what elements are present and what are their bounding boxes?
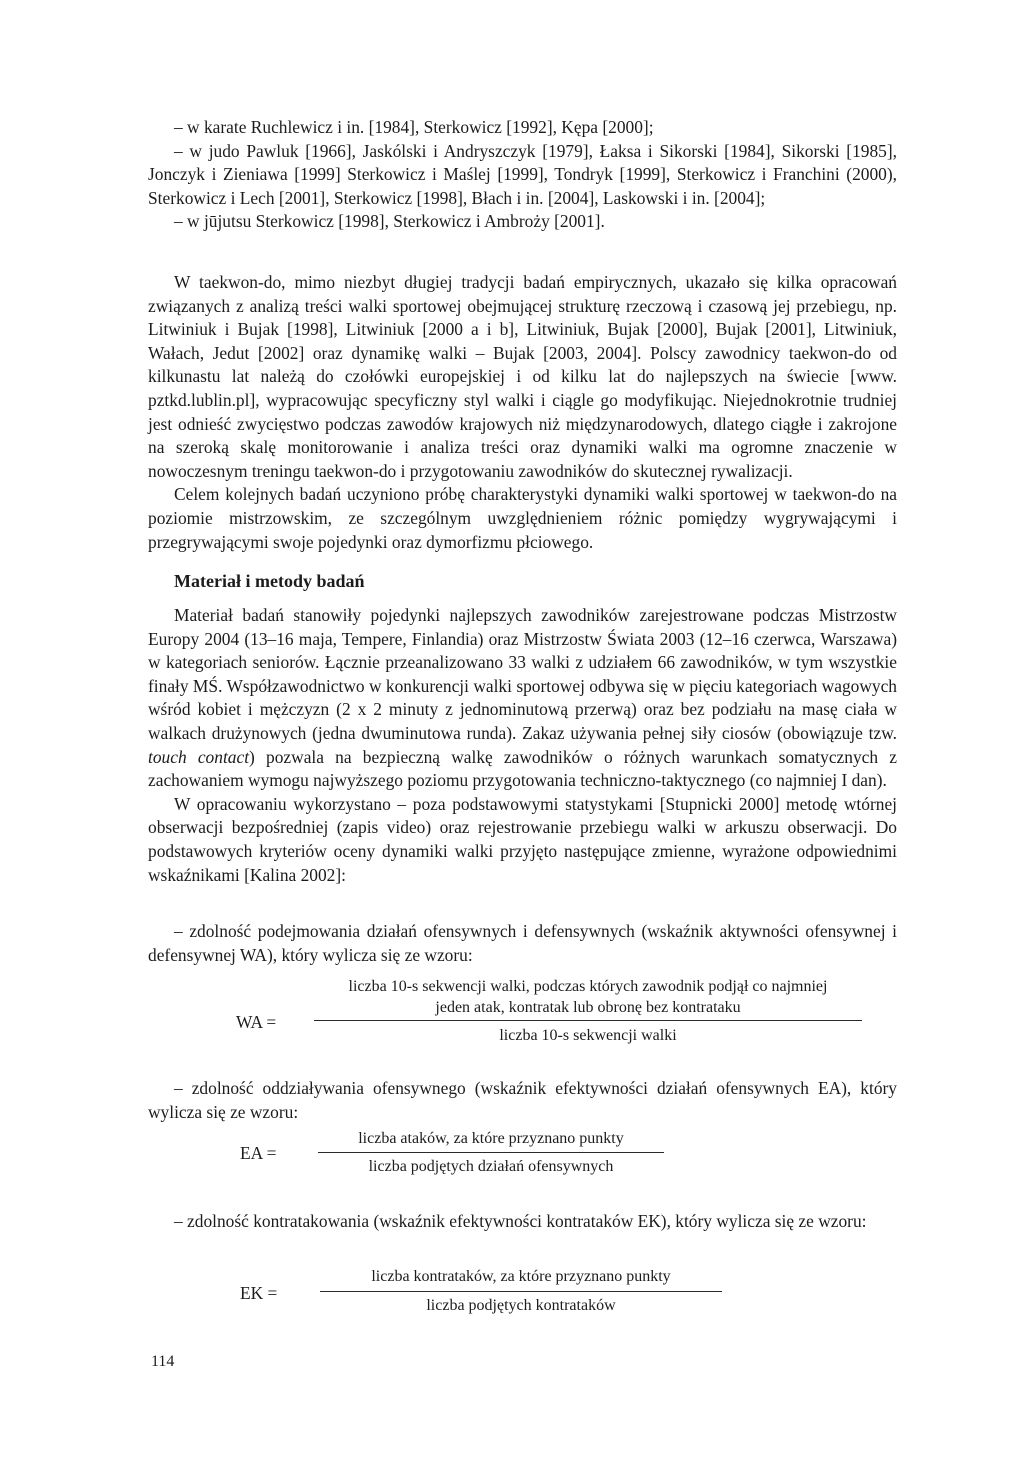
ek-numerator: liczba kontrataków, za które przyznano punkty xyxy=(371,1268,671,1285)
wa-numerator-line-2: jeden atak, kontratak lub obronę bez kontrataku xyxy=(435,999,741,1016)
methods-section xyxy=(148,604,897,887)
ea-label: EA = xyxy=(240,1143,277,1163)
wa-fraction-bar xyxy=(314,1020,862,1021)
ek-fraction-bar xyxy=(320,1291,722,1292)
ea-fraction-bar xyxy=(318,1152,664,1153)
references-list xyxy=(148,116,897,234)
ek-denominator: liczba podjętych kontrataków xyxy=(426,1297,616,1314)
ek-intro xyxy=(148,1210,897,1234)
list-item-jujutsu: – w jūjutsu Sterkowicz [1998], Sterkowicz i Ambroży [2001]. xyxy=(174,211,605,232)
page-number: 114 xyxy=(151,1353,175,1370)
methods-text-b: ) pozwala na bezpieczną walkę zawodników o różnych warunkach somatycznych z zachowaniem wymogu najwyższego poziomu przygotowania techniczno-taktycznego (co najmniej I dan). xyxy=(148,746,897,791)
ea-numerator: liczba ataków, za które przyznano punkty xyxy=(358,1130,624,1147)
methods-paragraph-1 xyxy=(148,604,897,793)
wa-intro xyxy=(148,920,897,967)
wa-label: WA = xyxy=(236,1012,277,1032)
section-heading: Materiał i metody badań xyxy=(174,571,365,591)
methods-italic-term: touch contact xyxy=(148,746,250,767)
wa-intro-text: – zdolność podejmowania działań ofensywnych i defensywnych (wskaźnik aktywności ofensywnej i defensywnej WA), który wylicza się ze wzoru: xyxy=(148,921,897,965)
wa-denominator: liczba 10-s sekwencji walki xyxy=(499,1027,677,1044)
list-item-judo: – w judo Pawluk [1966], Jaskólski i Andryszczyk [1979], Łaksa i Sikorski [1984], Sikorski [1985], Jonczyk i Zieniawa [1999] Sterkowicz i Maślej [1999], Tondryk [1999], Sterkowicz i Franchini (2000), Sterkowicz i Lech [2001], Sterkowicz [1998], Błach i in. [2004], Laskowski i in. [2004]; xyxy=(148,140,897,208)
list-item-karate: – w karate Ruchlewicz i in. [1984], Sterkowicz [1992], Kępa [2000]; xyxy=(174,117,654,137)
ea-intro xyxy=(148,1077,897,1124)
ea-denominator: liczba podjętych działań ofensywnych xyxy=(368,1158,614,1175)
wa-numerator-line-1: liczba 10-s sekwencji walki, podczas których zawodnik podjął co najmniej xyxy=(348,978,828,995)
intro-paragraph-1: W taekwon-do, mimo niezbyt długiej tradycji badań empirycznych, ukazało się kilka opracowań związanych z analizą treści walki sportowej obejmującej strukturę rzeczową i czasową jej przebiegu, np. Litwiniuk i Bujak [1998], Litwiniuk [2000 a i b], Litwiniuk, Bujak [2000], Bujak [2001], Litwiniuk, Wałach, Jedut [2002] oraz dynamikę walki – Bujak [2003, 2004]. Polscy zawodnicy taekwon-do od kilkunastu lat należą do czołówki europejskiej i od kilku lat do najlepszych na świecie [www. pztkd.lublin.pl], wypracowując specyficzny styl walki i ciągle go modyfikując. Niejednokrotnie trudniej jest odnieść zwycięstwo podczas zawodów krajowych niż międzynarodowych, dlatego ciągłe i zakrojone na szeroką skalę monitorowanie i analiza treści oraz dynamiki walki ma ogromne znaczenie w nowoczesnym treningu taekwon-do i przygotowaniu zawodników do skutecznej rywalizacji. xyxy=(148,272,897,481)
ek-intro-text: – zdolność kontratakowania (wskaźnik efektywności kontrataków EK), który wylicza się ze wzoru: xyxy=(174,1211,867,1231)
ek-label: EK = xyxy=(240,1283,278,1303)
intro-paragraph-2: Celem kolejnych badań uczyniono próbę charakterystyki dynamiki walki sportowej w taekwon-do na poziomie mistrzowskim, ze szczególnym uwzględnieniem różnic pomiędzy wygrywającymi i przegrywającymi swoje pojedynki oraz dymorfizmu płciowego. xyxy=(148,484,897,552)
intro-section xyxy=(148,271,897,554)
ea-intro-text: – zdolność oddziaływania ofensywnego (wskaźnik efektywności działań ofensywnych EA), który wylicza się ze wzoru: xyxy=(148,1078,897,1122)
methods-paragraph-2: W opracowaniu wykorzystano – poza podstawowymi statystykami [Stupnicki 2000] metodę wtórnej obserwacji bezpośredniej (zapis video) oraz rejestrowanie przebiegu walki w arkuszu obserwacji. Do podstawowych kryteriów oceny dynamiki walki przyjęto następujące zmienne, wyrażone odpowiednimi wskaźnikami [Kalina 2002]: xyxy=(148,793,897,885)
methods-text-a: Materiał badań stanowiły pojedynki najlepszych zawodników zarejestrowane podczas Mistrzostw Europy 2004 (13–16 maja, Tempere, Finlandia) oraz Mistrzostw Świata 2003 (12–16 czerwca, Warszawa) w kategoriach seniorów. Łącznie przeanalizowano 33 walki z udziałem 66 zawodników, w tym wszystkie finały MŚ. Współzawodnictwo w konkurencji walki sportowej odbywa się w pięciu kategoriach wagowych wśród kobiet i mężczyzn (2 x 2 minuty z jednominutową przerwą) oraz bez podziału na masę ciała w walkach drużynowych (jedna dwuminutowa runda). Zakaz używania pełnej siły ciosów (obowiązuje tzw. xyxy=(148,605,897,743)
